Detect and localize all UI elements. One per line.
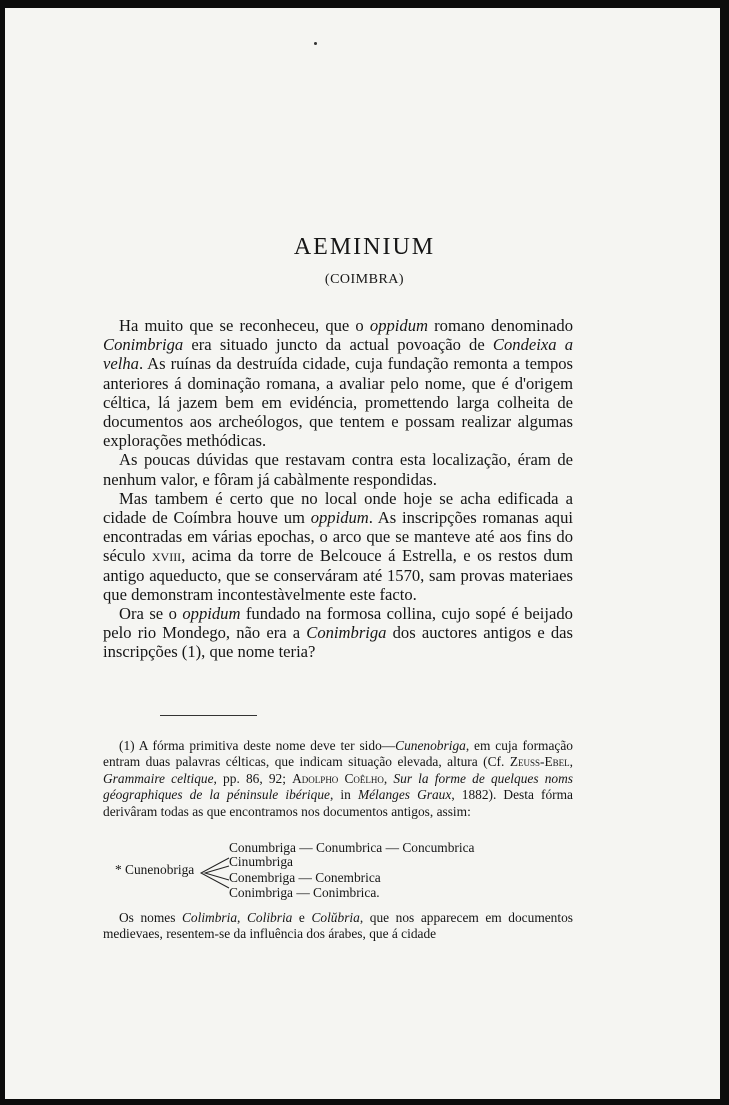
tree-branch: Conembriga — Conembrica — [229, 870, 381, 885]
tree-branch: Cinumbriga — [229, 854, 293, 869]
footnote-separator — [160, 715, 257, 716]
footnote-1: (1) A fórma primitiva deste nome deve ter sido—Cunenobriga, em cuja formação entram duas palavras célticas, que indicam situação elevada, altura (Cf. Zeuss-Ebel, Grammaire celtique, pp. 86, 92; Adolpho Coêlho, Sur la forme de quelques noms géographiques de la péninsule ibérique, in Mélanges Graux, 1882). Desta fórma derivâram todas as que encontramos nos documentos antigos, assim: — [103, 738, 573, 819]
page-title: AEMINIUM — [293, 234, 436, 261]
tree-root: * Cunenobriga — [115, 862, 195, 877]
tree-branch: Conumbriga — Conumbrica — Concumbrica — [229, 840, 475, 855]
scan-border-right — [720, 0, 729, 1105]
main-text — [103, 316, 573, 662]
page-subtitle: (COIMBRA) — [324, 272, 405, 287]
tree-branch: Conimbriga — Conimbrica. — [229, 885, 380, 900]
paragraph-4: Ora se o oppidum fundado na formosa collina, cujo sopé é beijado pelo rio Mondego, não era a Conimbriga dos auctores antigos e das inscripções (1), que nome teria? — [103, 604, 574, 662]
ink-speck — [314, 42, 317, 45]
paragraph-2: As poucas dúvidas que restavam contra esta localização, éram de nenhum valor, e fôram já cabàlmente respondidas. — [103, 450, 573, 489]
paragraph-1: Ha muito que se reconheceu, que o oppidum romano denominado Conimbriga era situado juncto da actual povoação de Condeixa a velha. As ruínas da destruída cidade, cuja fundação remonta a tempos anteriores á dominação romana, a avaliar pelo nome, que é d'origem céltica, lá jazem bem em evidéncia, promettendo larga colheita de documentos aos archeólogos, que tentem e possam realizar algumas explorações methódicas. — [103, 316, 574, 451]
scan-border-left — [0, 0, 5, 1105]
name-derivation-tree — [103, 840, 573, 902]
scan-border-top — [0, 0, 729, 8]
scan-border-bottom — [0, 1099, 729, 1105]
footnote-1-continued: Os nomes Colimbria, Colibria e Colŭbria, que nos apparecem em documentos medievaes, resentem-se da influência dos árabes, que á cidade — [103, 910, 574, 942]
bracket-arrow — [199, 856, 231, 890]
paragraph-3: Mas tambem é certo que no local onde hoje se acha edificada a cidade de Coímbra houve um oppidum. As inscripções romanas aqui encontradas em várias epochas, o arco que se manteve até aos fins do século xviii, acima da torre de Belcouce á Estrella, e os restos dum antigo aqueducto, que se conserváram até 1570, sam provas materiaes que demonstram incontestàvelmente este facto. — [103, 488, 574, 604]
